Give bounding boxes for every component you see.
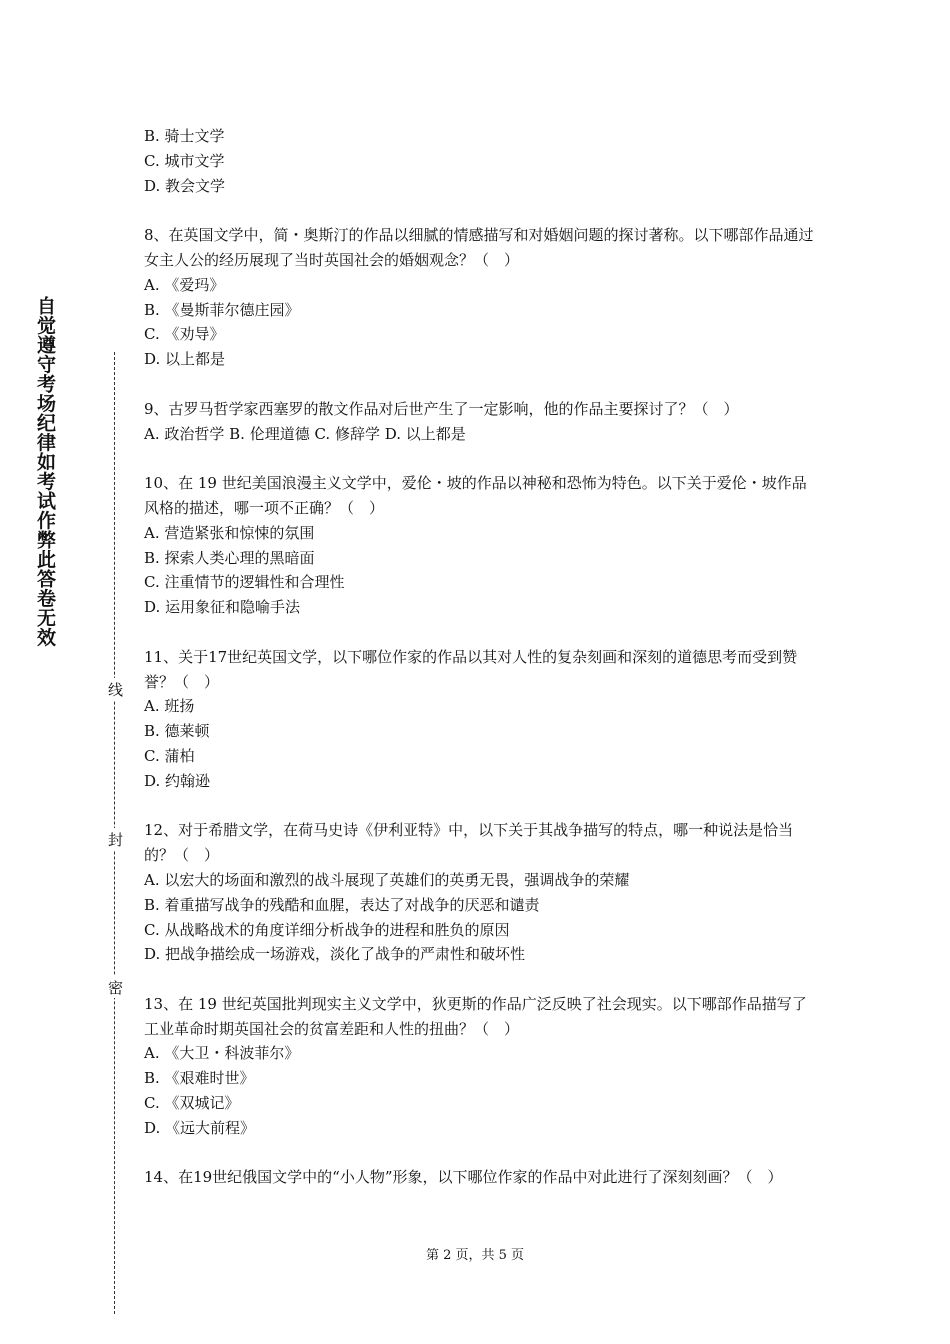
option: B. 《艰难时世》 <box>144 1069 255 1088</box>
option: D. 教会文学 <box>144 176 226 195</box>
previous-question-options <box>144 124 814 198</box>
option: A. 《大卫・科波菲尔》 <box>144 1044 300 1063</box>
option: D. 把战争描绘成一场游戏，淡化了战争的严肃性和破坏性 <box>144 945 526 964</box>
question-stem: 9、古罗马哲学家西塞罗的散文作品对后世产生了一定影响，他的作品主要探讨了？（ ） <box>144 399 739 418</box>
option: C. 《劝导》 <box>144 325 225 344</box>
binding-mark-xian: 线 <box>104 678 126 700</box>
option: A. 政治哲学 B. 伦理道德 C. 修辞学 D. 以上都是 <box>144 424 466 443</box>
option: D. 以上都是 <box>144 350 226 369</box>
option: A. 班扬 <box>144 697 195 716</box>
question-stem: 13、在 19 世纪英国批判现实主义文学中，狄更斯的作品广泛反映了社会现实。以下哪部作品描写了工业革命时期英国社会的贫富差距和人性的扭曲？（ ） <box>144 994 807 1038</box>
exam-warning-text: 自觉遵守考场纪律如考试作弊此答卷无效 <box>34 296 56 647</box>
option: A. 《爱玛》 <box>144 275 225 294</box>
question-9 <box>144 397 814 447</box>
option: B. 着重描写战争的残酷和血腥，表达了对战争的厌恶和谴责 <box>144 895 540 914</box>
question-stem: 14、在19世纪俄国文学中的“小人物”形象，以下哪位作家的作品中对此进行了深刻刻画？（ ） <box>144 1168 783 1187</box>
question-13 <box>144 992 814 1141</box>
binding-mark-mi: 密 <box>104 976 126 998</box>
option: B. 探索人类心理的黑暗面 <box>144 548 315 567</box>
option: B. 《曼斯菲尔德庄园》 <box>144 300 300 319</box>
option: D. 《远大前程》 <box>144 1118 256 1137</box>
binding-mark-feng: 封 <box>104 828 126 850</box>
question-stem: 8、在英国文学中，简・奥斯汀的作品以细腻的情感描写和对婚姻问题的探讨著称。以下哪部作品通过女主人公的经历展现了当时英国社会的婚姻观念？（ ） <box>144 226 814 269</box>
option: A. 以宏大的场面和激烈的战斗展现了英雄们的英勇无畏，强调战争的荣耀 <box>144 870 630 889</box>
option: B. 骑士文学 <box>144 127 225 145</box>
question-8 <box>144 223 814 372</box>
question-14 <box>144 1165 814 1190</box>
question-12 <box>144 818 814 967</box>
question-10 <box>144 471 814 620</box>
question-11 <box>144 645 814 794</box>
option: B. 德莱顿 <box>144 722 210 741</box>
option: C. 《双城记》 <box>144 1094 240 1113</box>
option: C. 城市文学 <box>144 151 225 170</box>
option: C. 注重情节的逻辑性和合理性 <box>144 573 345 592</box>
option: C. 从战略战术的角度详细分析战争的进程和胜负的原因 <box>144 920 510 939</box>
question-stem: 10、在 19 世纪美国浪漫主义文学中，爱伦・坡的作品以神秘和恐怖为特色。以下关于爱伦・坡作品风格的描述，哪一项不正确？（ ） <box>144 474 807 517</box>
question-content <box>144 124 814 1190</box>
option: D. 约翰逊 <box>144 771 211 790</box>
option: D. 运用象征和隐喻手法 <box>144 598 301 617</box>
question-stem: 12、对于希腊文学，在荷马史诗《伊利亚特》中，以下关于其战争描写的特点，哪一种说法是恰当的？（ ） <box>144 821 794 865</box>
page-number: 第 2 页，共 5 页 <box>425 1248 525 1263</box>
question-stem: 11、关于17世纪英国文学，以下哪位作家的作品以其对人性的复杂刻画和深刻的道德思考而受到赞誉？（ ） <box>144 647 798 691</box>
option: C. 蒲柏 <box>144 746 195 765</box>
option: A. 营造紧张和惊悚的氛围 <box>144 523 315 542</box>
